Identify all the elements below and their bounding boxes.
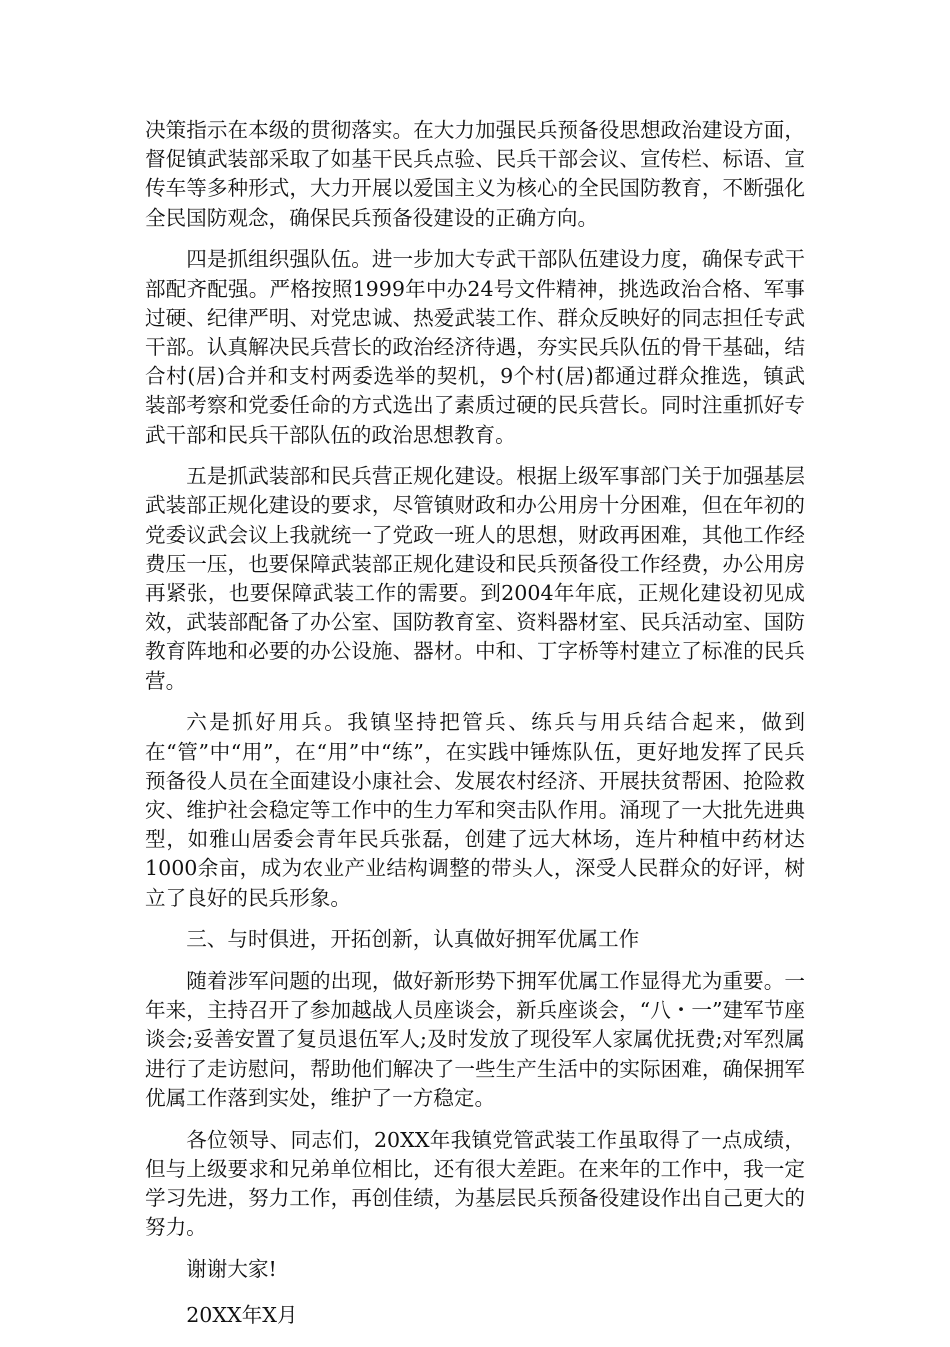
paragraph-thanks: 谢谢大家! xyxy=(186,1256,277,1281)
paragraph-use-of-militia: 六是抓好用兵。我镇坚持把管兵、练兵与用兵结合起来，做到在“管”中“用”，在“用”中“练”，在实践中锤炼队伍，更好地发挥了民兵预备役人员在全面建设小康社会、发展农村经济、开展扶贫帮困、抢险救灾、维护社会稳定等工作中的生力军和突击队作用。涌现了一大批先进典型，如雅山居委会青年民兵张磊，创建了远大林场，连片种植中药材达1000余亩，成为农业产业结构调整的带头人，深受人民群众的好评，树立了良好的民兵形象。 xyxy=(145,710,805,910)
paragraph-political-construction: 决策指示在本级的贯彻落实。在大力加强民兵预备役思想政治建设方面，督促镇武装部采取了如基干民兵点验、民兵干部会议、宣传栏、标语、宣传车等多种形式，大力开展以爱国主义为核心的全民国防教育，不断强化全民国防观念，确保民兵预备役建设的正确方向。 xyxy=(145,118,805,230)
paragraph-date: 20XX年X月 xyxy=(186,1303,298,1328)
paragraph-closing-remarks: 各位领导、同志们，20XX年我镇党管武装工作虽取得了一点成绩，但与上级要求和兄弟单位相比，还有很大差距。在来年的工作中，我一定学习先进，努力工作，再创佳绩，为基层民兵预备役建设作出自己更大的努力。 xyxy=(145,1127,805,1240)
paragraph-standardization: 五是抓武装部和民兵营正规化建设。根据上级军事部门关于加强基层武装部正规化建设的要求，尽管镇财政和办公用房十分困难，但在年初的党委议武会议上我就统一了党政一班人的思想，财政再困难，其他工作经费压一压，也要保障武装部正规化建设和民兵预备役工作经费，办公用房再紧张，也要保障武装工作的需要。到2004年年底，正规化建设初见成效，武装部配备了办公室、国防教育室、资料器材室、民兵活动室、国防教育阵地和必要的办公设施、器材。中和、丁字桥等村建立了标准的民兵营。 xyxy=(145,464,805,693)
paragraph-support-army: 随着涉军问题的出现，做好新形势下拥军优属工作显得尤为重要。一年来，主持召开了参加越战人员座谈会，新兵座谈会，“八・一”建军节座谈会;妥善安置了复员退伍军人;及时发放了现役军人家属优抚费;对军烈属进行了走访慰问，帮助他们解决了一些生产生活中的实际困难，确保拥军优属工作落到实处，维护了一方稳定。 xyxy=(145,968,805,1110)
paragraph-organization-team: 四是抓组织强队伍。进一步加大专武干部队伍建设力度，确保专武干部配齐配强。严格按照1999年中办24号文件精神，挑选政治合格、军事过硬、纪律严明、对党忠诚、热爱武装工作、群众反映好的同志担任专武干部。认真解决民兵营长的政治经济待遇，夯实民兵队伍的骨干基础，结合村(居)合并和支村两委选举的契机，9个村(居)都通过群众推选，镇武装部考察和党委任命的方式选出了素质过硬的民兵营长。同时注重抓好专武干部和民兵干部队伍的政治思想教育。 xyxy=(145,247,805,447)
document-page xyxy=(145,116,805,1347)
section-heading-support-army: 三、与时俱进，开拓创新，认真做好拥军优属工作 xyxy=(186,927,640,952)
